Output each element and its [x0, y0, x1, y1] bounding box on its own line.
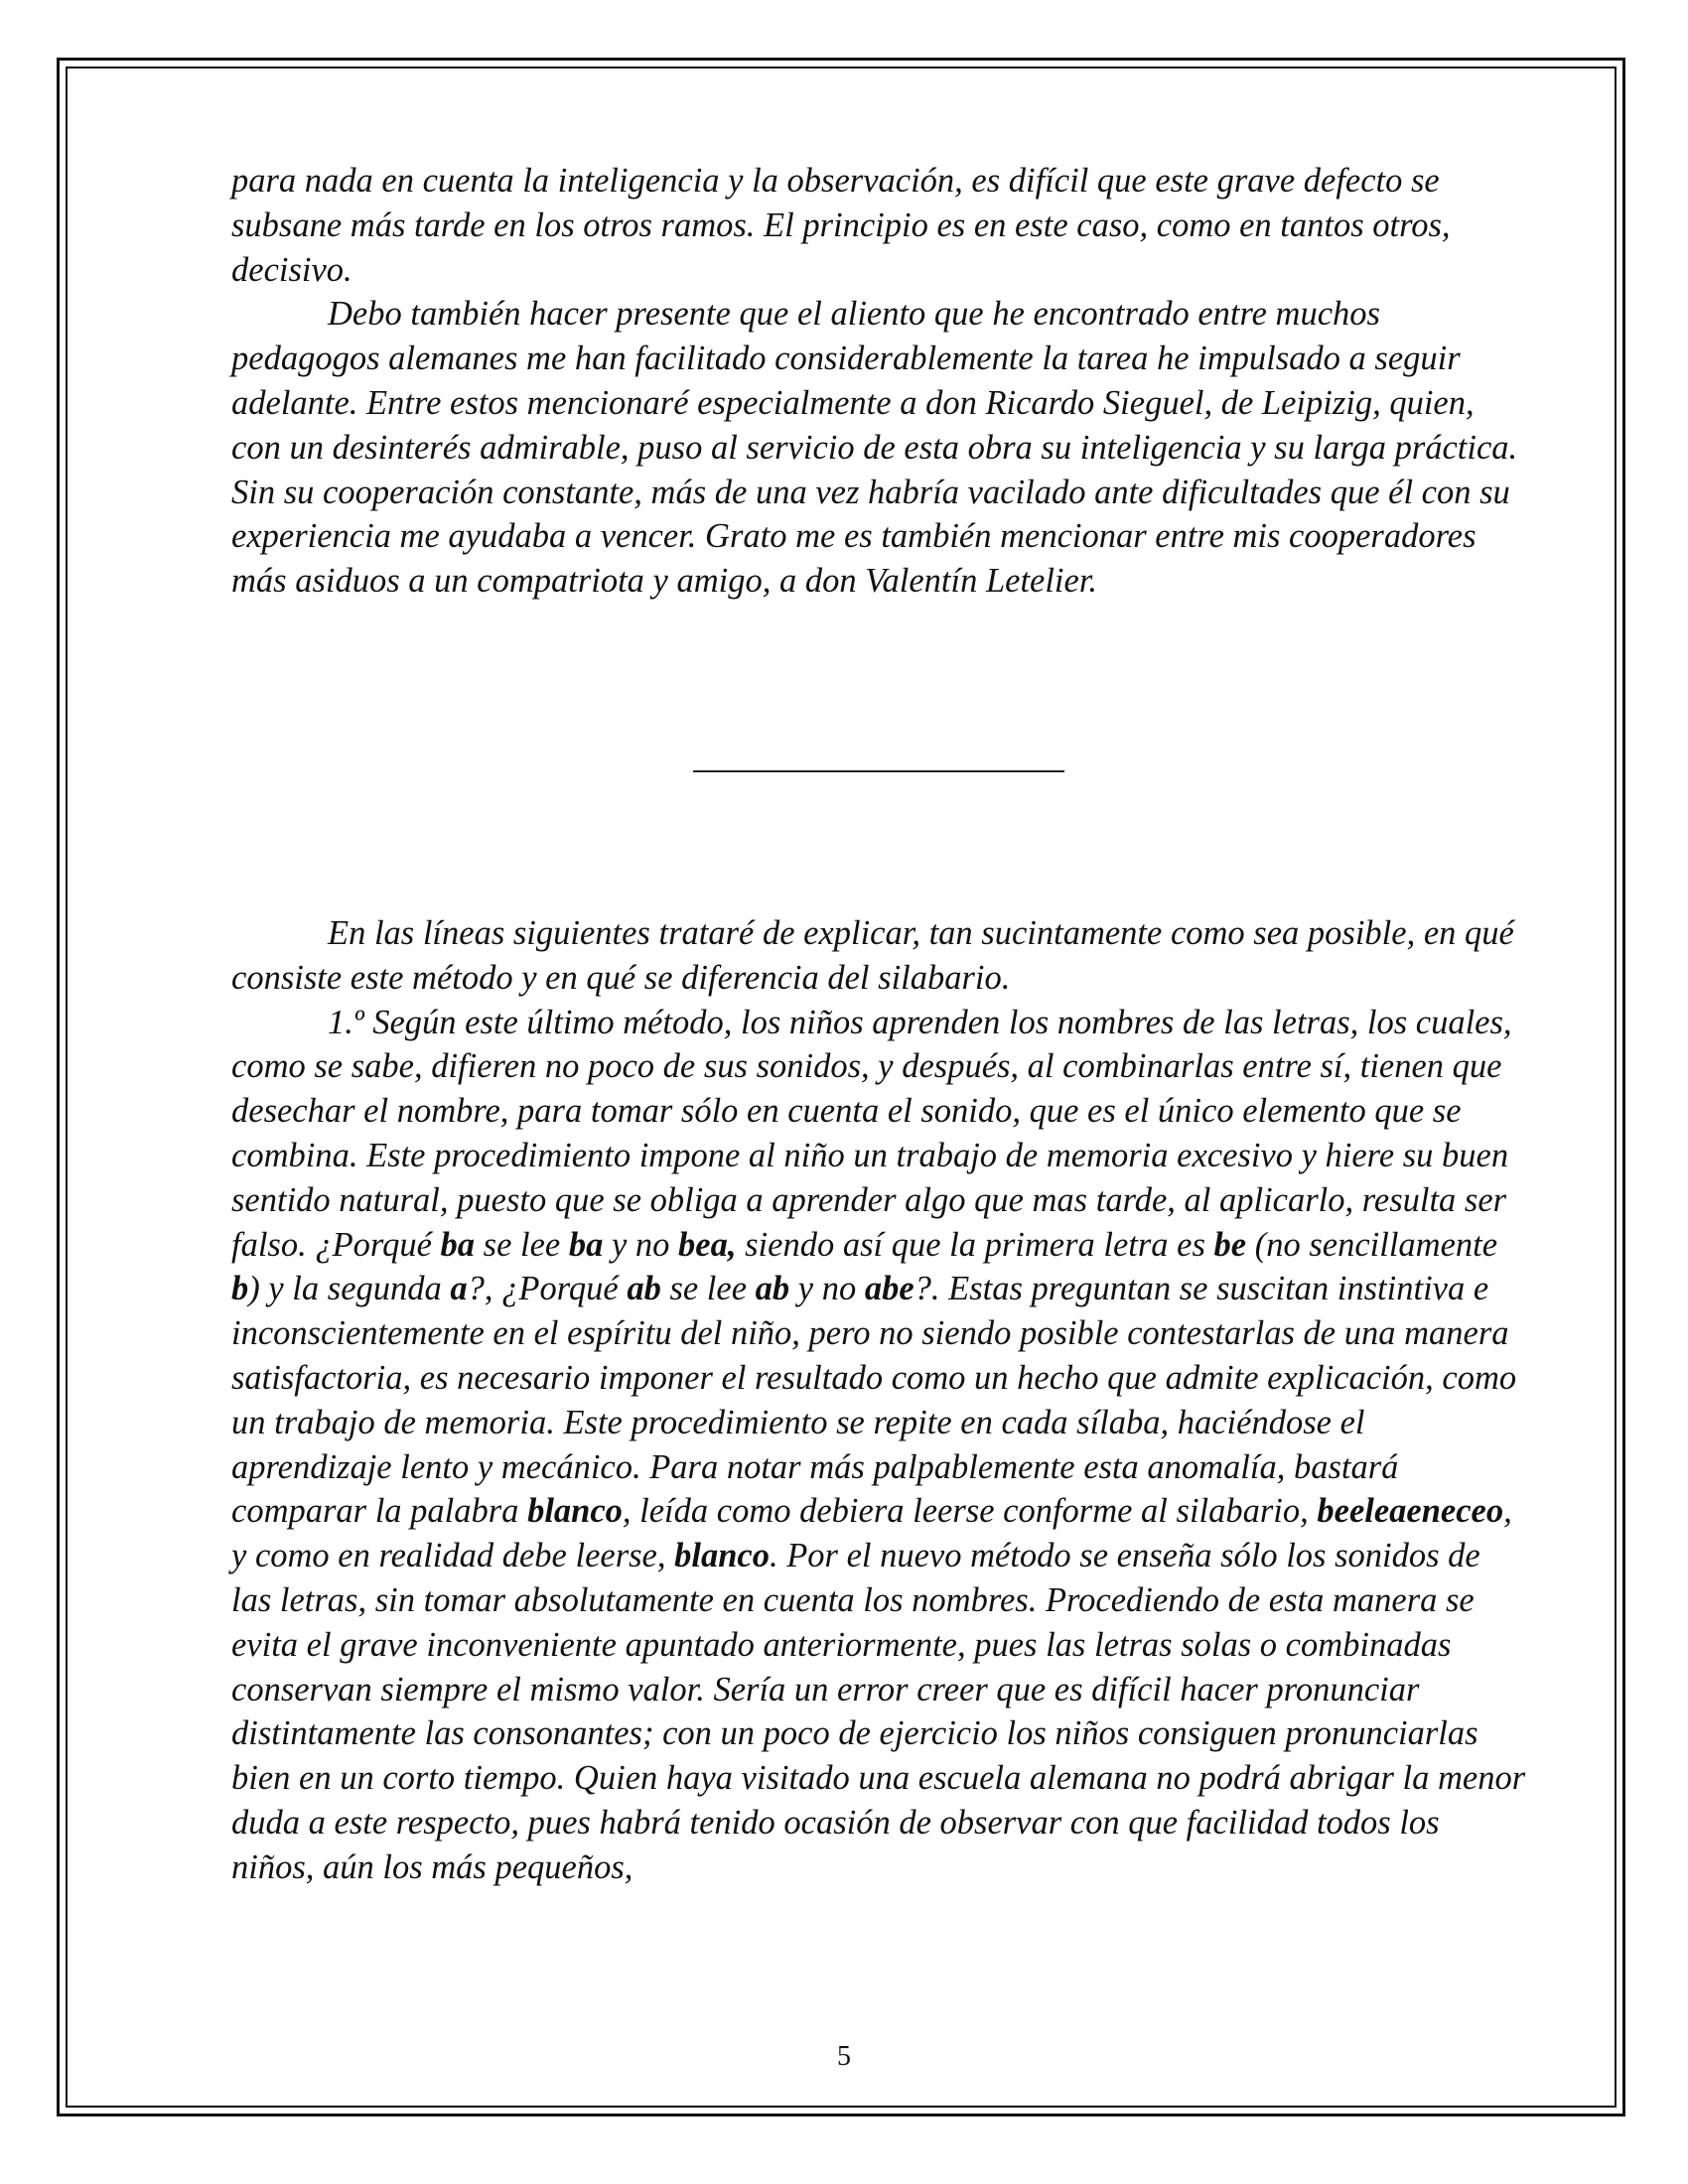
text-run: siendo así que la primera letra es: [736, 1225, 1214, 1264]
bold-term: be: [1213, 1225, 1247, 1264]
paragraph-2: Debo también hacer presente que el aliento que he encontrado entre muchos pedagogos alemanes me han facilitado considerablemente la tarea he impulsado a seguir adelante. Entre estos mencionaré especialmente a don Ricardo Sieguel, de Leipizig, quien, con un desinterés admirable, puso al servicio de esta obra su inteligencia y su larga práctica. Sin su cooperación constante, más de una vez habría vacilado ante dificultades que él con su experiencia me ayudaba a vencer. Grato me es también mencionar entre mis cooperadores más asiduos a un compatriota y amigo, a don Valentín Letelier.: [231, 295, 1518, 601]
bold-term: a: [450, 1270, 468, 1308]
paragraph-3: En las líneas siguientes trataré de explicar, tan sucintamente como sea posible, en qué consiste este método y en qué se diferencia del silabario.: [231, 914, 1514, 997]
bold-term: ab: [627, 1270, 661, 1308]
text-run: ?. Estas preguntan se suscitan instintiva e inconscientemente en el espíritu del niño, pero no siendo posible contestarlas de una manera satisfactoria, es necesario imponer el resultado como un hecho que admite explicación, como un trabajo de memoria. Este procedimiento se repite en cada sílaba, haciéndose el aprendizaje lento y mecánico. Para notar más palpablemente esta anomalía, bastará comparar la palabra: [231, 1270, 1517, 1531]
text-run: , y como en realidad debe leerse,: [231, 1492, 1512, 1575]
text-section-2: [231, 911, 1527, 1890]
bold-term: b: [231, 1270, 249, 1308]
bold-term: bea,: [678, 1225, 737, 1264]
text-run: se lee: [660, 1270, 756, 1308]
bold-term: ba: [568, 1225, 604, 1264]
text-run: (no sencillamente: [1246, 1225, 1498, 1264]
text-run: , leída como debiera leerse conforme al silabario,: [622, 1492, 1318, 1531]
bold-term: blanco: [527, 1492, 623, 1531]
text-section-1: [231, 159, 1527, 604]
text-run: y no: [789, 1270, 865, 1308]
paragraph-1: para nada en cuenta la inteligencia y la observación, es difícil que este grave defecto se subsane más tarde en los otros ramos. El principio es en este caso, como en tantos otros, decisivo.: [231, 162, 1451, 289]
bold-term: blanco: [674, 1537, 770, 1575]
bold-term: beeleaeneceo: [1317, 1492, 1504, 1531]
text-run: 1.º Según este último método, los niños aprenden los nombres de las letras, los cuales, como se sabe, difieren no poco de sus sonidos, y después, al combinarlas entre sí, tienen que desechar el nombre, para tomar sólo en cuenta el sonido, que es el único elemento que se combina. Este procedimiento impone al niño un trabajo de memoria excesivo y hiere su buen sentido natural, puesto que se obliga a aprender algo que mas tarde, al aplicarlo, resulta ser falso. ¿Porqué: [231, 1003, 1512, 1264]
page-number: 5: [837, 2041, 851, 2072]
text-run: ) y la segunda: [248, 1270, 451, 1308]
bold-term: abe: [864, 1270, 914, 1308]
bold-term: ba: [440, 1225, 476, 1264]
text-run: . Por el nuevo método se enseña sólo los sonidos de las letras, sin tomar absolutamente en cuenta los nombres. Procediendo de esta manera se evita el grave inconveniente apuntado anteriormente, pues las letras solas o combinadas conservan siempre el mismo valor. Sería un error creer que es difícil hacer pronunciar distintamente las consonantes; con un poco de ejercicio los niños consiguen pronunciarlas bien en un corto tiempo. Quien haya visitado una escuela alemana no podrá abrigar la menor duda a este respecto, pues habrá tenido ocasión de observar con que facilidad todos los niños, aún los más pequeños,: [231, 1537, 1526, 1886]
bold-term: ab: [755, 1270, 790, 1308]
text-run: ?, ¿Porqué: [467, 1270, 628, 1308]
text-run: se lee: [475, 1225, 569, 1264]
text-run: y no: [603, 1225, 679, 1264]
section-separator-line: [693, 770, 1064, 772]
paragraph-4: [231, 1001, 1527, 1890]
